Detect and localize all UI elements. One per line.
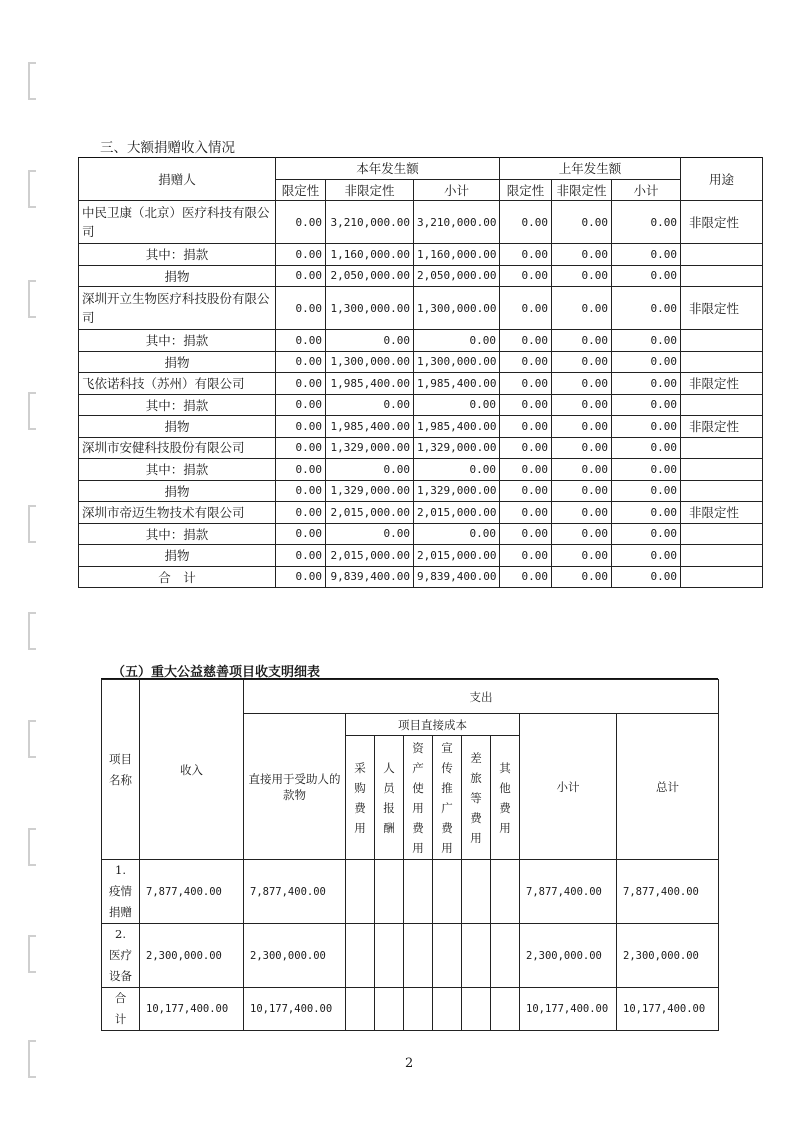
- header-subtotal: 小计: [414, 179, 500, 201]
- amount-cell: 0.00: [414, 523, 500, 545]
- amount-cell: 0.00: [276, 459, 326, 481]
- amount-cell: 1,329,000.00: [326, 480, 414, 502]
- donor-name-cell: 其中：捐款: [79, 330, 276, 352]
- amount-cell: 0.00: [414, 394, 500, 416]
- amount-cell: 0.00: [552, 416, 612, 438]
- empty-cost-cell: [346, 860, 375, 924]
- amount-cell: 0.00: [552, 351, 612, 373]
- project-name-cell: 2. 医疗 设备: [102, 924, 140, 988]
- amount-cell: 1,300,000.00: [326, 287, 414, 330]
- table-row: [79, 545, 763, 567]
- amount-cell: 1,300,000.00: [414, 351, 500, 373]
- amount-cell: 0.00: [500, 330, 552, 352]
- purpose-cell: [681, 330, 763, 352]
- table-row: [79, 523, 763, 545]
- binder-mark: [28, 505, 36, 543]
- donor-name-cell: 捐物: [79, 480, 276, 502]
- donor-name-cell: 飞依诺科技（苏州）有限公司: [79, 373, 276, 395]
- donor-name-cell: 合 计: [79, 566, 276, 588]
- purpose-cell: [681, 437, 763, 459]
- amount-cell: 0.00: [326, 394, 414, 416]
- amount-cell: 0.00: [276, 480, 326, 502]
- table-row: [79, 201, 763, 244]
- amount-cell: 0.00: [276, 330, 326, 352]
- header-asset-use: 资 产 使 用 费 用: [404, 736, 433, 860]
- header-current-year: 本年发生额: [276, 158, 500, 180]
- empty-cost-cell: [375, 924, 404, 988]
- table-row: [102, 988, 719, 1031]
- amount-cell: 1,985,400.00: [414, 373, 500, 395]
- amount-cell: 0.00: [276, 502, 326, 524]
- amount-cell: 0.00: [500, 480, 552, 502]
- amount-cell: 0.00: [552, 566, 612, 588]
- binder-mark: [28, 935, 36, 973]
- purpose-cell: 非限定性: [681, 201, 763, 244]
- purpose-cell: [681, 351, 763, 373]
- total-cell: 7,877,400.00: [617, 860, 719, 924]
- amount-cell: 0.00: [276, 287, 326, 330]
- purpose-cell: [681, 545, 763, 567]
- income-cell: 10,177,400.00: [140, 988, 244, 1031]
- header-personnel: 人 员 报 酬: [375, 736, 404, 860]
- amount-cell: 0.00: [500, 545, 552, 567]
- project-name-cell: 合 计: [102, 988, 140, 1031]
- empty-cost-cell: [375, 860, 404, 924]
- direct-beneficiary-cell: 2,300,000.00: [244, 924, 346, 988]
- header-previous-year: 上年发生额: [500, 158, 681, 180]
- amount-cell: 3,210,000.00: [326, 201, 414, 244]
- amount-cell: 0.00: [326, 459, 414, 481]
- section3-title: 三、大额捐赠收入情况: [100, 140, 235, 156]
- header-total: 总计: [617, 714, 719, 860]
- amount-cell: 0.00: [276, 244, 326, 266]
- amount-cell: 0.00: [500, 459, 552, 481]
- amount-cell: 0.00: [612, 373, 681, 395]
- amount-cell: 0.00: [500, 523, 552, 545]
- amount-cell: 0.00: [612, 523, 681, 545]
- donor-name-cell: 其中：捐款: [79, 244, 276, 266]
- amount-cell: 0.00: [552, 523, 612, 545]
- donor-name-cell: 捐物: [79, 265, 276, 287]
- amount-cell: 0.00: [414, 459, 500, 481]
- binder-mark: [28, 612, 36, 650]
- empty-cost-cell: [491, 988, 520, 1031]
- purpose-cell: [681, 394, 763, 416]
- direct-beneficiary-cell: 7,877,400.00: [244, 860, 346, 924]
- amount-cell: 2,015,000.00: [414, 502, 500, 524]
- amount-cell: 0.00: [276, 201, 326, 244]
- table-row: [79, 373, 763, 395]
- amount-cell: 0.00: [612, 437, 681, 459]
- donor-name-cell: 捐物: [79, 351, 276, 373]
- amount-cell: 0.00: [612, 244, 681, 266]
- empty-cost-cell: [346, 988, 375, 1031]
- empty-cost-cell: [433, 924, 462, 988]
- amount-cell: 0.00: [500, 437, 552, 459]
- amount-cell: 0.00: [326, 523, 414, 545]
- empty-cost-cell: [433, 988, 462, 1031]
- empty-cost-cell: [404, 988, 433, 1031]
- table-row: [79, 287, 763, 330]
- header-restricted-prev: 限定性: [500, 179, 552, 201]
- donor-name-cell: 深圳市安健科技股份有限公司: [79, 437, 276, 459]
- table-row: [79, 330, 763, 352]
- table-row: [79, 502, 763, 524]
- purpose-cell: [681, 265, 763, 287]
- header-unrestricted-prev: 非限定性: [552, 179, 612, 201]
- table-row: [79, 480, 763, 502]
- header-subtotal: 小计: [520, 714, 617, 860]
- amount-cell: 0.00: [500, 351, 552, 373]
- empty-cost-cell: [491, 924, 520, 988]
- amount-cell: 0.00: [612, 330, 681, 352]
- amount-cell: 3,210,000.00: [414, 201, 500, 244]
- donor-name-cell: 深圳开立生物医疗科技股份有限公司: [79, 287, 276, 330]
- amount-cell: 0.00: [552, 265, 612, 287]
- binder-mark: [28, 170, 36, 208]
- binder-mark: [28, 392, 36, 430]
- header-expense: 支出: [244, 680, 719, 714]
- amount-cell: 0.00: [500, 394, 552, 416]
- purpose-cell: [681, 480, 763, 502]
- amount-cell: 0.00: [552, 394, 612, 416]
- amount-cell: 0.00: [552, 287, 612, 330]
- table-row: [79, 416, 763, 438]
- amount-cell: 9,839,400.00: [326, 566, 414, 588]
- binder-mark: [28, 1040, 36, 1078]
- income-cell: 2,300,000.00: [140, 924, 244, 988]
- amount-cell: 1,160,000.00: [414, 244, 500, 266]
- amount-cell: 0.00: [414, 330, 500, 352]
- amount-cell: 0.00: [612, 265, 681, 287]
- header-promotion: 宣 传 推 广 费 用: [433, 736, 462, 860]
- amount-cell: 0.00: [500, 373, 552, 395]
- amount-cell: 0.00: [276, 416, 326, 438]
- header-procurement: 采 购 费 用: [346, 736, 375, 860]
- amount-cell: 0.00: [500, 502, 552, 524]
- amount-cell: 0.00: [326, 330, 414, 352]
- donor-name-cell: 捐物: [79, 416, 276, 438]
- amount-cell: 0.00: [500, 287, 552, 330]
- header-direct-cost: 项目直接成本: [346, 714, 520, 736]
- amount-cell: 0.00: [276, 373, 326, 395]
- amount-cell: 0.00: [612, 480, 681, 502]
- income-cell: 7,877,400.00: [140, 860, 244, 924]
- amount-cell: 0.00: [612, 287, 681, 330]
- amount-cell: 0.00: [552, 437, 612, 459]
- amount-cell: 1,985,400.00: [326, 373, 414, 395]
- purpose-cell: [681, 459, 763, 481]
- binder-mark: [28, 62, 36, 100]
- amount-cell: 0.00: [276, 566, 326, 588]
- amount-cell: 0.00: [552, 545, 612, 567]
- amount-cell: 0.00: [552, 373, 612, 395]
- empty-cost-cell: [404, 860, 433, 924]
- amount-cell: 2,015,000.00: [414, 545, 500, 567]
- table-row: [79, 394, 763, 416]
- table-row: [79, 351, 763, 373]
- purpose-cell: [681, 566, 763, 588]
- amount-cell: 0.00: [276, 351, 326, 373]
- subtotal-cell: 10,177,400.00: [520, 988, 617, 1031]
- empty-cost-cell: [462, 860, 491, 924]
- header-direct-beneficiary: 直接用于受助人的款物: [244, 714, 346, 860]
- large-donation-table: [78, 157, 763, 588]
- empty-cost-cell: [491, 860, 520, 924]
- empty-cost-cell: [433, 860, 462, 924]
- amount-cell: 0.00: [500, 201, 552, 244]
- amount-cell: 0.00: [500, 265, 552, 287]
- page-number: 2: [405, 1056, 414, 1071]
- project-name-cell: 1. 疫情 捐赠: [102, 860, 140, 924]
- amount-cell: 0.00: [552, 330, 612, 352]
- amount-cell: 0.00: [276, 265, 326, 287]
- amount-cell: 2,015,000.00: [326, 545, 414, 567]
- amount-cell: 1,985,400.00: [414, 416, 500, 438]
- header-restricted: 限定性: [276, 179, 326, 201]
- purpose-cell: 非限定性: [681, 416, 763, 438]
- amount-cell: 1,329,000.00: [414, 437, 500, 459]
- charity-project-table: [101, 679, 719, 1031]
- subtotal-cell: 7,877,400.00: [520, 860, 617, 924]
- empty-cost-cell: [462, 988, 491, 1031]
- amount-cell: 0.00: [500, 566, 552, 588]
- table-row: [79, 566, 763, 588]
- amount-cell: 9,839,400.00: [414, 566, 500, 588]
- header-donor: 捐赠人: [79, 158, 276, 201]
- donor-name-cell: 其中：捐款: [79, 394, 276, 416]
- amount-cell: 2,015,000.00: [326, 502, 414, 524]
- amount-cell: 0.00: [612, 545, 681, 567]
- amount-cell: 0.00: [552, 480, 612, 502]
- empty-cost-cell: [462, 924, 491, 988]
- amount-cell: 0.00: [500, 244, 552, 266]
- empty-cost-cell: [375, 988, 404, 1031]
- header-unrestricted: 非限定性: [326, 179, 414, 201]
- amount-cell: 0.00: [612, 351, 681, 373]
- purpose-cell: 非限定性: [681, 287, 763, 330]
- header-other: 其 他 费 用: [491, 736, 520, 860]
- empty-cost-cell: [404, 924, 433, 988]
- table-row: [102, 860, 719, 924]
- header-purpose: 用途: [681, 158, 763, 201]
- section5-title: （五）重大公益慈善项目收支明细表: [112, 665, 321, 680]
- header-income: 收入: [140, 680, 244, 860]
- header-subtotal-prev: 小计: [612, 179, 681, 201]
- purpose-cell: 非限定性: [681, 373, 763, 395]
- amount-cell: 0.00: [612, 566, 681, 588]
- table-row: [102, 924, 719, 988]
- donor-name-cell: 其中：捐款: [79, 459, 276, 481]
- amount-cell: 0.00: [612, 201, 681, 244]
- amount-cell: 0.00: [612, 394, 681, 416]
- amount-cell: 1,160,000.00: [326, 244, 414, 266]
- header-travel: 差 旅 等 费 用: [462, 736, 491, 860]
- amount-cell: 1,985,400.00: [326, 416, 414, 438]
- purpose-cell: 非限定性: [681, 502, 763, 524]
- binder-mark: [28, 828, 36, 866]
- amount-cell: 0.00: [612, 416, 681, 438]
- amount-cell: 2,050,000.00: [414, 265, 500, 287]
- amount-cell: 0.00: [276, 545, 326, 567]
- total-cell: 2,300,000.00: [617, 924, 719, 988]
- amount-cell: 0.00: [612, 459, 681, 481]
- purpose-cell: [681, 244, 763, 266]
- amount-cell: 2,050,000.00: [326, 265, 414, 287]
- total-cell: 10,177,400.00: [617, 988, 719, 1031]
- amount-cell: 0.00: [552, 244, 612, 266]
- table-row: [79, 244, 763, 266]
- binder-mark: [28, 720, 36, 758]
- amount-cell: 1,300,000.00: [326, 351, 414, 373]
- empty-cost-cell: [346, 924, 375, 988]
- header-project-name: 项目 名称: [102, 680, 140, 860]
- amount-cell: 1,329,000.00: [326, 437, 414, 459]
- subtotal-cell: 2,300,000.00: [520, 924, 617, 988]
- amount-cell: 0.00: [552, 502, 612, 524]
- table-row: [79, 265, 763, 287]
- amount-cell: 0.00: [276, 523, 326, 545]
- amount-cell: 0.00: [612, 502, 681, 524]
- donor-name-cell: 深圳市帝迈生物技术有限公司: [79, 502, 276, 524]
- amount-cell: 1,329,000.00: [414, 480, 500, 502]
- donor-name-cell: 中民卫康（北京）医疗科技有限公司: [79, 201, 276, 244]
- direct-beneficiary-cell: 10,177,400.00: [244, 988, 346, 1031]
- donor-name-cell: 其中：捐款: [79, 523, 276, 545]
- amount-cell: 0.00: [552, 201, 612, 244]
- table-row: [79, 459, 763, 481]
- amount-cell: 0.00: [276, 394, 326, 416]
- amount-cell: 0.00: [552, 459, 612, 481]
- amount-cell: 0.00: [500, 416, 552, 438]
- binder-mark: [28, 280, 36, 318]
- table-row: [79, 437, 763, 459]
- donor-name-cell: 捐物: [79, 545, 276, 567]
- amount-cell: 1,300,000.00: [414, 287, 500, 330]
- purpose-cell: [681, 523, 763, 545]
- amount-cell: 0.00: [276, 437, 326, 459]
